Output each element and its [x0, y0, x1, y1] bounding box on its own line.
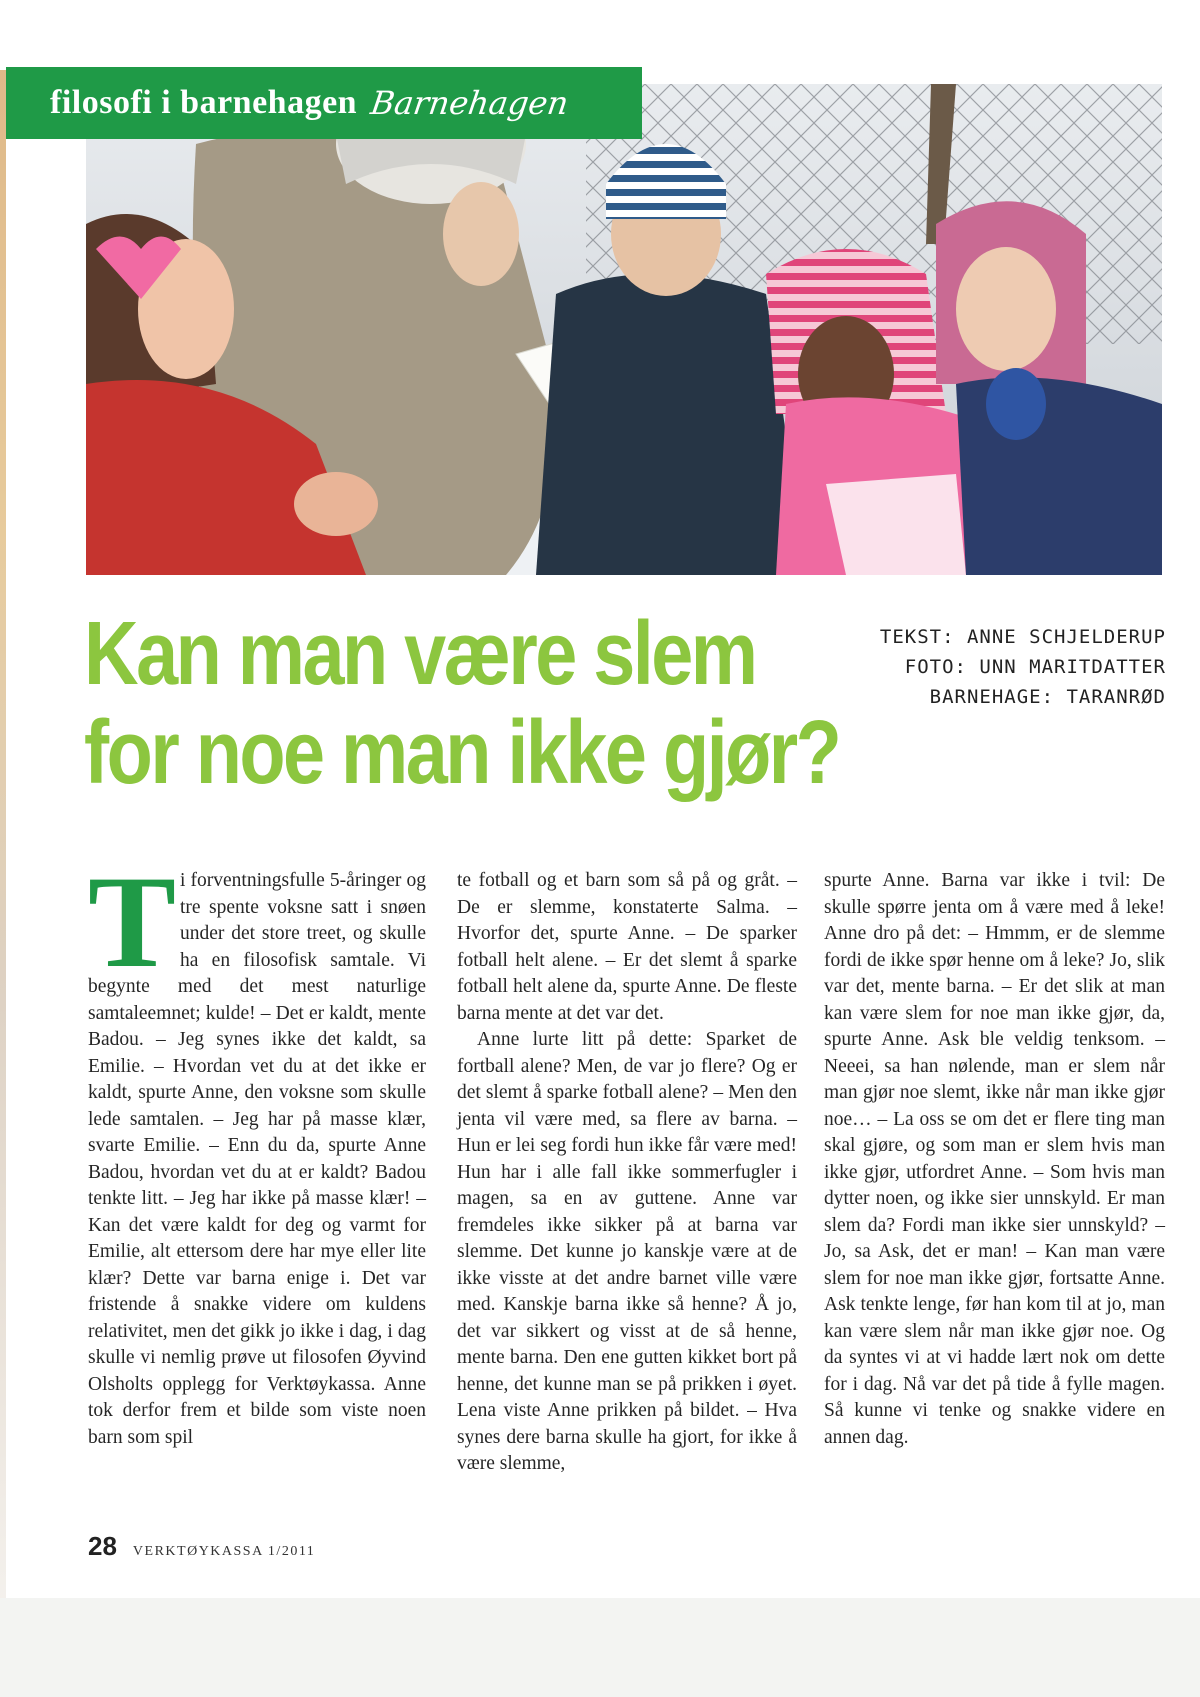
body-paragraph: i forventningsfulle 5-åringer og tre spente voksne satt i snøen under det store treet, og skulle ha en filosofisk samtale. Vi begynte med det mest naturlige samtaleemnet; kulde! – Det er kaldt, mente Badou. – Jeg synes ikke det kaldt, sa Emilie. – Hvordan vet du at det ikke er kaldt, spurte Anne, den voksne som skulle lede samtalen. – Jeg har på masse klær, svarte Emilie. – Enn du da, spurte Anne Badou, hvordan vet du at er kaldt? Badou tenkte litt. – Jeg har ikke på masse klær! – Kan det være kaldt for deg og varmt for Emilie, alt ettersom dere har mye eller lite klær? Dette var barna enige i. Det var fristende å snakke videre om kuldens relativitet, men det gikk jo ikke i dag, i dag skulle vi nemlig prøve ut filosofen Øyvind Olsholts opplegg for Verktøykassa. Anne tok derfor frem et bilde som viste noen barn som spil	[88, 870, 426, 1448]
credit-text: TEKST: ANNE SCHJELDERUP	[879, 626, 1166, 648]
body-column-3	[824, 868, 1165, 1451]
credit-kindergarten: BARNEHAGE: TARANRØD	[929, 686, 1166, 708]
section-banner	[6, 67, 642, 139]
body-column-1	[88, 848, 426, 1451]
page-footer	[88, 1531, 315, 1562]
children-in-snow-photo	[86, 84, 1162, 575]
headline-line-2: for noe man ikke gjør?	[84, 703, 840, 803]
page-number: 28	[88, 1531, 117, 1561]
body-paragraph: spurte Anne. Barna var ikke i tvil: De skulle spørre jenta om å være med å leke! Anne dro på det: – Hmmm, er de slemme fordi de ikke spør henne om å leke? Jo, slik var det, mente barna. – Er det slik at man kan være slem for noe man ikke gjør, da, spurte Anne. Ask ble veldig tenksom. – Neeei, sa han nølende, man er slem når man gjør noe slemt, ikke når man ikke gjør noe… – La oss se om det er flere ting man skal gjøre, og som man er slem hvis man ikke gjør, utfordret Anne. – Som hvis man dytter noen, og ikke sier unnskyld. Er man slem da? Fordi man ikke sier unnskyld? – Jo, sa Ask, det er man! – Kan man være slem for noe man ikke gjør, fortsatte Anne. Ask tenkte lenge, før han kom til at jo, man kan være slem når man ikke gjør noe. Og da syntes vi at vi hadde lært nok om dette for i dag. Nå var det på tide å fylle magen. Så kunne vi tenke og snakke videre en annen dag.	[824, 870, 1165, 1448]
body-paragraph: te fotball og et barn som så på og gråt. – De er slemme, konstaterte Salma. – Hvorfor det, spurte Anne. – De sparker fotball helt alene. – Er det slemt å sparke fotball helt alene da, spurte Anne. De fleste barna mente at det var det.	[457, 870, 797, 1024]
body-paragraph: Anne lurte litt på dette: Sparket de fortball alene? Men, de var jo flere? Og er det slemt å sparke fotball alene? – Men den jenta vil være med, sa flere av barna. – Hun er lei seg fordi hun ikke får være med! Hun har i alle fall ikke sommerfugler i magen, sa en av guttene. Anne var fremdeles ikke sikker på at barna var slemme. Det kunne jo kanskje være at de ikke visste at det andre barnet ville være med. Kanskje barna ikke så henne? Å jo, det var sikkert og visst at de så henne, mente barna. Den ene gutten kikket bort på henne, det kunne man se på prikken i øyet. Lena viste Anne prikken på bildet. – Hva synes dere barna skulle ha gjort, for ikke å være slemme,	[457, 1029, 797, 1474]
section-title: filosofi i barnehagen	[50, 84, 358, 121]
body-column-2	[457, 868, 797, 1478]
article-credits	[836, 622, 1166, 712]
scan-margin	[0, 1598, 1200, 1697]
credit-photo: FOTO: UNN MARITDATTER	[904, 656, 1166, 678]
drop-cap: T	[88, 848, 177, 995]
article-headline	[84, 604, 840, 803]
publication-name: VERKTØYKASSA 1/2011	[132, 1544, 316, 1559]
headline-line-1: Kan man være slem	[84, 604, 756, 704]
page-edge	[0, 70, 6, 1600]
article-photo	[86, 84, 1162, 575]
section-subtitle: Barnehagen	[368, 84, 571, 122]
